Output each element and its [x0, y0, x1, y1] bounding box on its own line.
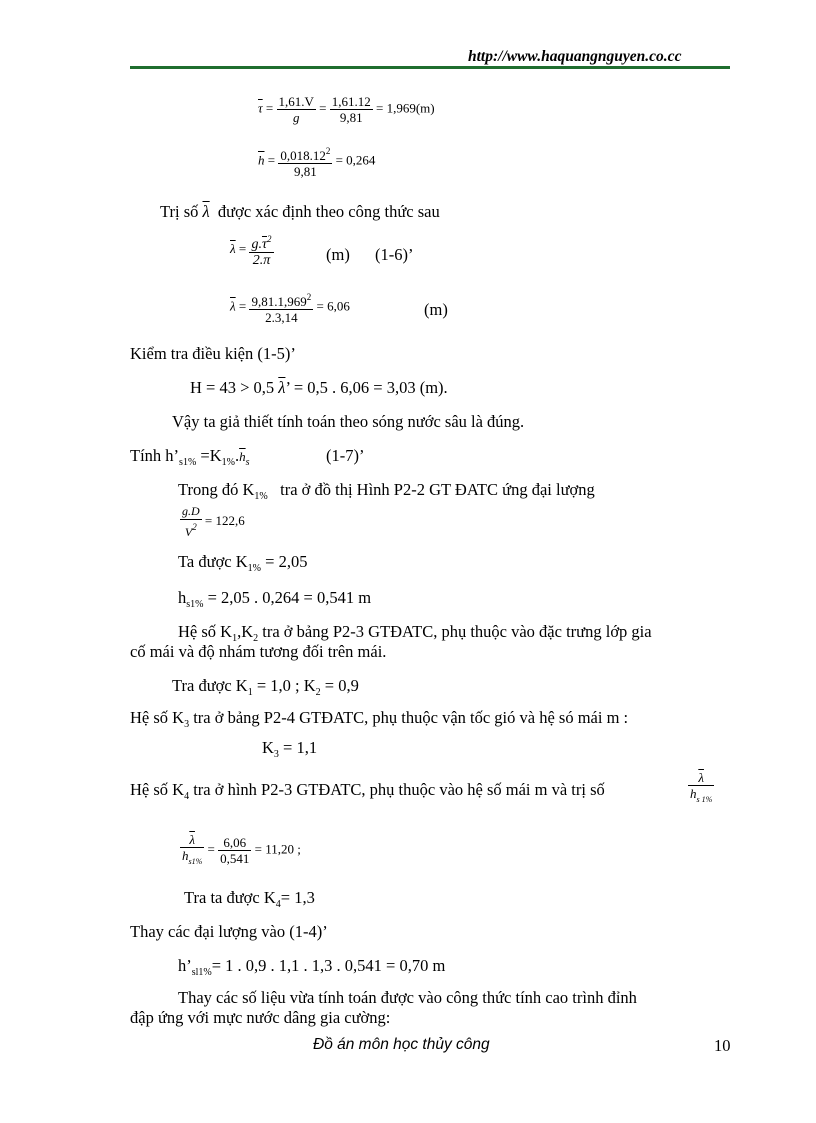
paragraph-k1-k2-values: Tra được $K_1 = 1,0$ ; $K_2 = 0,9$ [172, 676, 359, 698]
paragraph-k1-k2: Hệ số $K_1,K_2$ tra ở bảng P2-3 GTĐATC, phụ thuộc vào đặc trưng lớp gia [178, 622, 652, 644]
footer-title: Đồ án môn học thủy công [313, 1036, 490, 1053]
lambda-unit: (m) [326, 245, 350, 264]
header-url[interactable]: http://www.haquangnguyen.co.cc [468, 48, 682, 65]
paragraph-k4-value: Tra ta được $K_4= 1,3$ [184, 888, 315, 910]
equation-lambda: $\overline{\lambda}$ = $\frac{g.\overline{\tau}^2}{2.\pi}$ [230, 234, 272, 268]
paragraph-k3-value: $K_3 = 1,1$ [262, 738, 318, 760]
paragraph-k1-k2-cont: cố mái và độ nhám tương đối trên mái. [130, 642, 387, 661]
paragraph-check: Kiểm tra điều kiện (1-5)’ [130, 344, 296, 363]
equation-tau: $\overline{\tau}$ = $\frac{1,61.V}{g}$ = $\frac{1,61.12}{9,81}$ = 1,969(m) [258, 94, 435, 125]
equation-lambda-over-hs: $\frac{\overline{\lambda}}{h_{s 1\%}}$ [690, 770, 713, 804]
paragraph-hs: $h_{s1\%} = 2,05$ . 0,264 = 0,541 m [178, 588, 372, 610]
lambda-value-unit: (m) [424, 300, 448, 319]
paragraph-k1: Ta được $K_{1\%} = 2,05$ [178, 552, 308, 574]
equation-gd-v2: $\frac{g.D}{V^2}$ = 122,6 [182, 504, 245, 539]
paragraph-conclusion: Vậy ta giả thiết tính toán theo sóng nước sâu là đúng. [172, 412, 525, 431]
paragraph-final-result: $h’_{sl1\%}= 1$ . 0,9 . 1,1 . 1,3 . 0,541 = 0,70 m [178, 956, 446, 978]
equation-h-mean: $\overline{h}$ = $\frac{0,018.12^2}{9,81}$ = 0,264 [258, 146, 376, 179]
equation-lambda-value: $\overline{\lambda}$ = $\frac{9,81.1,969^2}{2.3,14}$ = 6,06 [230, 292, 350, 325]
paragraph-where: Trong đó $K_{1\%}$ tra ở đồ thị Hình P2-2 GT ĐATC ứng đại lượng [178, 480, 595, 502]
equation-ref-1-6: (1-6)’ [375, 245, 414, 264]
paragraph-k3: Hệ số $K_3$ tra ở bảng P2-4 GTĐATC, phụ thuộc vận tốc gió và hệ só mái m : [130, 708, 629, 730]
header-rule [130, 66, 730, 69]
paragraph-k4: Hệ số $K_4$ tra ở hình P2-3 GTĐATC, phụ thuộc vào hệ số mái m và trị số [130, 780, 605, 802]
paragraph-hs1: Tính $h’_{s1\%} =K_{1\%}.\overline{h}_s$ [130, 446, 250, 468]
equation-ref-1-7: (1-7)’ [326, 446, 365, 465]
equation-ratio: $\frac{\overline{\lambda}}{h_{s1\%}}$ = $\frac{6,06}{0,541}$ = 11,20 ; [182, 832, 301, 866]
paragraph-lambda-intro: Trị số $\overline{\lambda}$ được xác định theo công thức sau [160, 202, 440, 221]
paragraph-last-cont: đập ứng với mực nước dâng gia cường: [130, 1008, 391, 1027]
page-number: 10 [714, 1036, 731, 1055]
paragraph-last: Thay các số liệu vừa tính toán được vào công thức tính cao trình đỉnh [178, 988, 637, 1007]
check-equation: H = 43 > 0,5 $\overline{\lambda}$’ = 0,5 . 6,06 = 3,03 (m). [190, 378, 448, 397]
paragraph-substitute: Thay các đại lượng vào (1-4)’ [130, 922, 328, 941]
